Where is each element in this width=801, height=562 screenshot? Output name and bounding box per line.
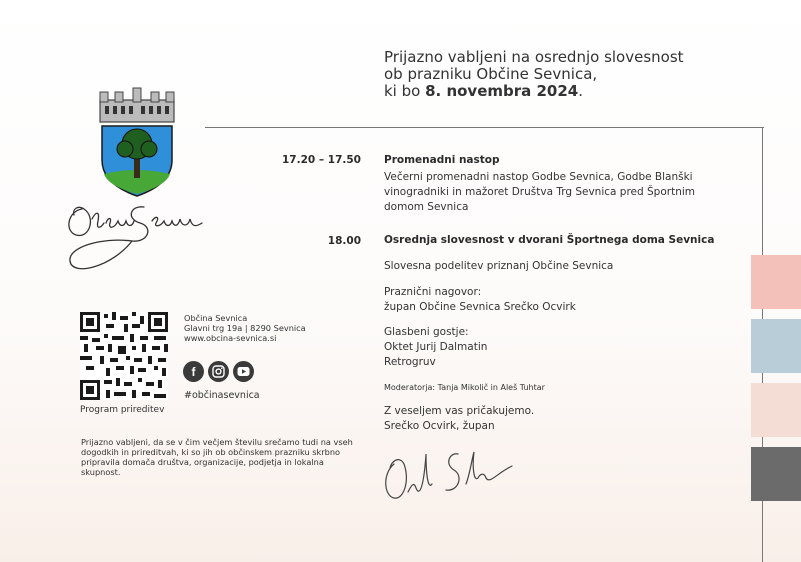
event-1-description-line: domom Sevnica <box>384 201 469 213</box>
color-tab-pink <box>751 255 801 309</box>
color-tab-gray <box>751 447 801 501</box>
program-guests <box>384 325 487 370</box>
program-speech <box>384 285 576 315</box>
event-2-time: 18.00 <box>327 235 361 247</box>
guest-item: Retrogruv <box>384 356 436 368</box>
program-moderators: Moderatorja: Tanja Mikolič in Aleš Tuhtar <box>384 383 545 392</box>
event-1-description <box>384 170 744 215</box>
color-tab-blue <box>751 319 801 373</box>
municipality-signature-logo <box>62 197 212 292</box>
guest-item: Oktet Jurij Dalmatin <box>384 341 488 353</box>
intro-line-3 <box>384 83 744 100</box>
social-icons <box>183 361 254 382</box>
intro-line-1: Prijazno vabljeni na osrednjo slovesnost <box>384 48 684 66</box>
hashtag: #občinasevnica <box>184 390 260 401</box>
event-1-description-line: vinogradniki in mažoret Društva Trg Sevnica pred Športnim <box>384 186 696 198</box>
speech-label: Praznični nagovor: <box>384 286 482 298</box>
contact-address: Glavni trg 19a | 8290 Sevnica <box>184 323 306 333</box>
guests-label: Glasbeni gostje: <box>384 326 469 338</box>
program-awards: Slovesna podelitev priznanj Občine Sevnica <box>384 260 614 272</box>
coat-of-arms-icon <box>96 86 178 198</box>
qr-code[interactable] <box>80 312 168 400</box>
event-1-title: Promenadni nastop <box>384 154 500 166</box>
footnote-text: Prijazno vabljeni, da se v čim večjem številu srečamo tudi na vseh dogodkih in prireditvah, ki so jih ob občinskem prazniku skrbno pripravila domača društva, organizacije, podjetja in lokalna skupnost. <box>81 437 353 477</box>
facebook-icon[interactable]: f <box>183 361 204 382</box>
intro-line-3-prefix: ki bo <box>384 82 426 100</box>
color-tab-beige <box>751 383 801 437</box>
contact-name: Občina Sevnica <box>184 313 248 323</box>
event-1-description-line: Večerni promenadni nastop Godbe Sevnica, Godbe Blanški <box>384 171 693 183</box>
closing-line: Z veseljem vas pričakujemo. <box>384 405 535 417</box>
contact-website-link[interactable]: www.obcina-sevnica.si <box>184 333 277 343</box>
speech-person: župan Občine Sevnica Srečko Ocvirk <box>384 301 576 313</box>
closing-signature-name: Srečko Ocvirk, župan <box>384 420 495 432</box>
intro-line-2: ob prazniku Občine Sevnica, <box>384 65 598 83</box>
event-2-title: Osrednja slovesnost v dvorani Športnega doma Sevnica <box>384 234 715 246</box>
instagram-icon[interactable] <box>208 361 229 382</box>
qr-label: Program prireditev <box>80 405 165 415</box>
program-closing <box>384 404 534 434</box>
intro-line-3-suffix: . <box>578 82 584 100</box>
event-date: 8. novembra 2024 <box>425 82 579 100</box>
youtube-icon[interactable] <box>233 361 254 382</box>
mayor-signature <box>380 444 530 504</box>
event-1-time: 17.20 – 17.50 <box>282 154 361 166</box>
invitation-intro <box>384 49 744 100</box>
frame-line-top <box>205 127 764 128</box>
contact-block <box>184 313 306 343</box>
